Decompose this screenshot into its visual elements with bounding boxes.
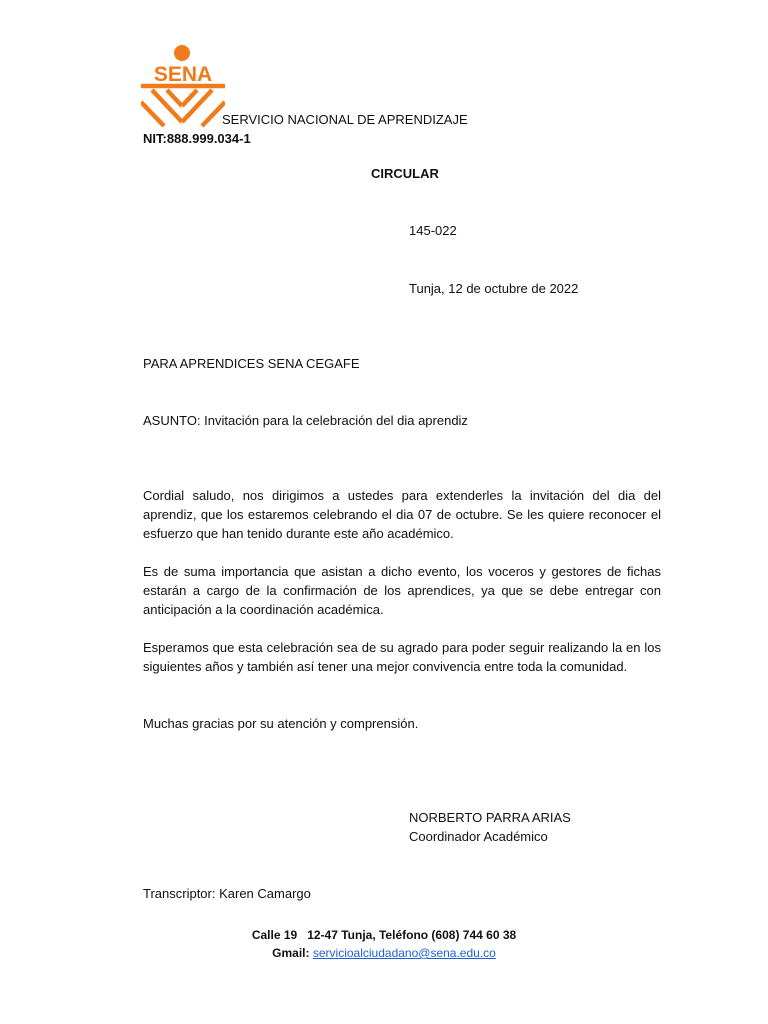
footer-address: Calle 19 12-47 Tunja, Teléfono (608) 744 60 38	[251, 928, 517, 942]
sena-logo-icon	[141, 44, 225, 128]
signer-name: NORBERTO PARRA ARIAS	[409, 810, 571, 825]
footer-email-line	[0, 944, 768, 962]
document-type: CIRCULAR	[371, 166, 439, 181]
recipient-line: PARA APRENDICES SENA CEGAFE	[143, 356, 360, 371]
document-number: 145-022	[409, 223, 457, 238]
organization-name: SERVICIO NACIONAL DE APRENDIZAJE	[222, 112, 468, 127]
place-date: Tunja, 12 de octubre de 2022	[409, 281, 579, 296]
signer-title: Coordinador Académico	[409, 829, 548, 844]
transcriber-line: Transcriptor: Karen Camargo	[143, 886, 311, 901]
body-paragraph: Esperamos que esta celebración sea de su agrado para poder seguir realizando la en los siguientes años y también así tener una mejor convivencia entre toda la comunidad.	[143, 640, 661, 675]
body-paragraph: Es de suma importancia que asistan a dicho evento, los voceros y gestores de fichas estarán a cargo de la confirmación de los aprendices, ya que se debe entregar con anticipación a la coordinación académica.	[143, 564, 661, 618]
nit-number: NIT:888.999.034-1	[143, 131, 251, 146]
body-paragraph: Cordial saludo, nos dirigimos a ustedes para extenderles la invitación del dia del aprendiz, que los estaremos celebrando el dia 07 de octubre. Se les quiere reconocer el esfuerzo que han tenido durante este año académico.	[143, 488, 661, 542]
email-link[interactable]: servicioalciudadano@sena.edu.co	[312, 946, 496, 960]
svg-text:SENA: SENA	[153, 63, 213, 86]
subject-line: ASUNTO: Invitación para la celebración del dia aprendiz	[143, 413, 468, 428]
body-paragraph: Muchas gracias por su atención y comprensión.	[143, 716, 419, 731]
email-label: Gmail:	[272, 946, 313, 960]
